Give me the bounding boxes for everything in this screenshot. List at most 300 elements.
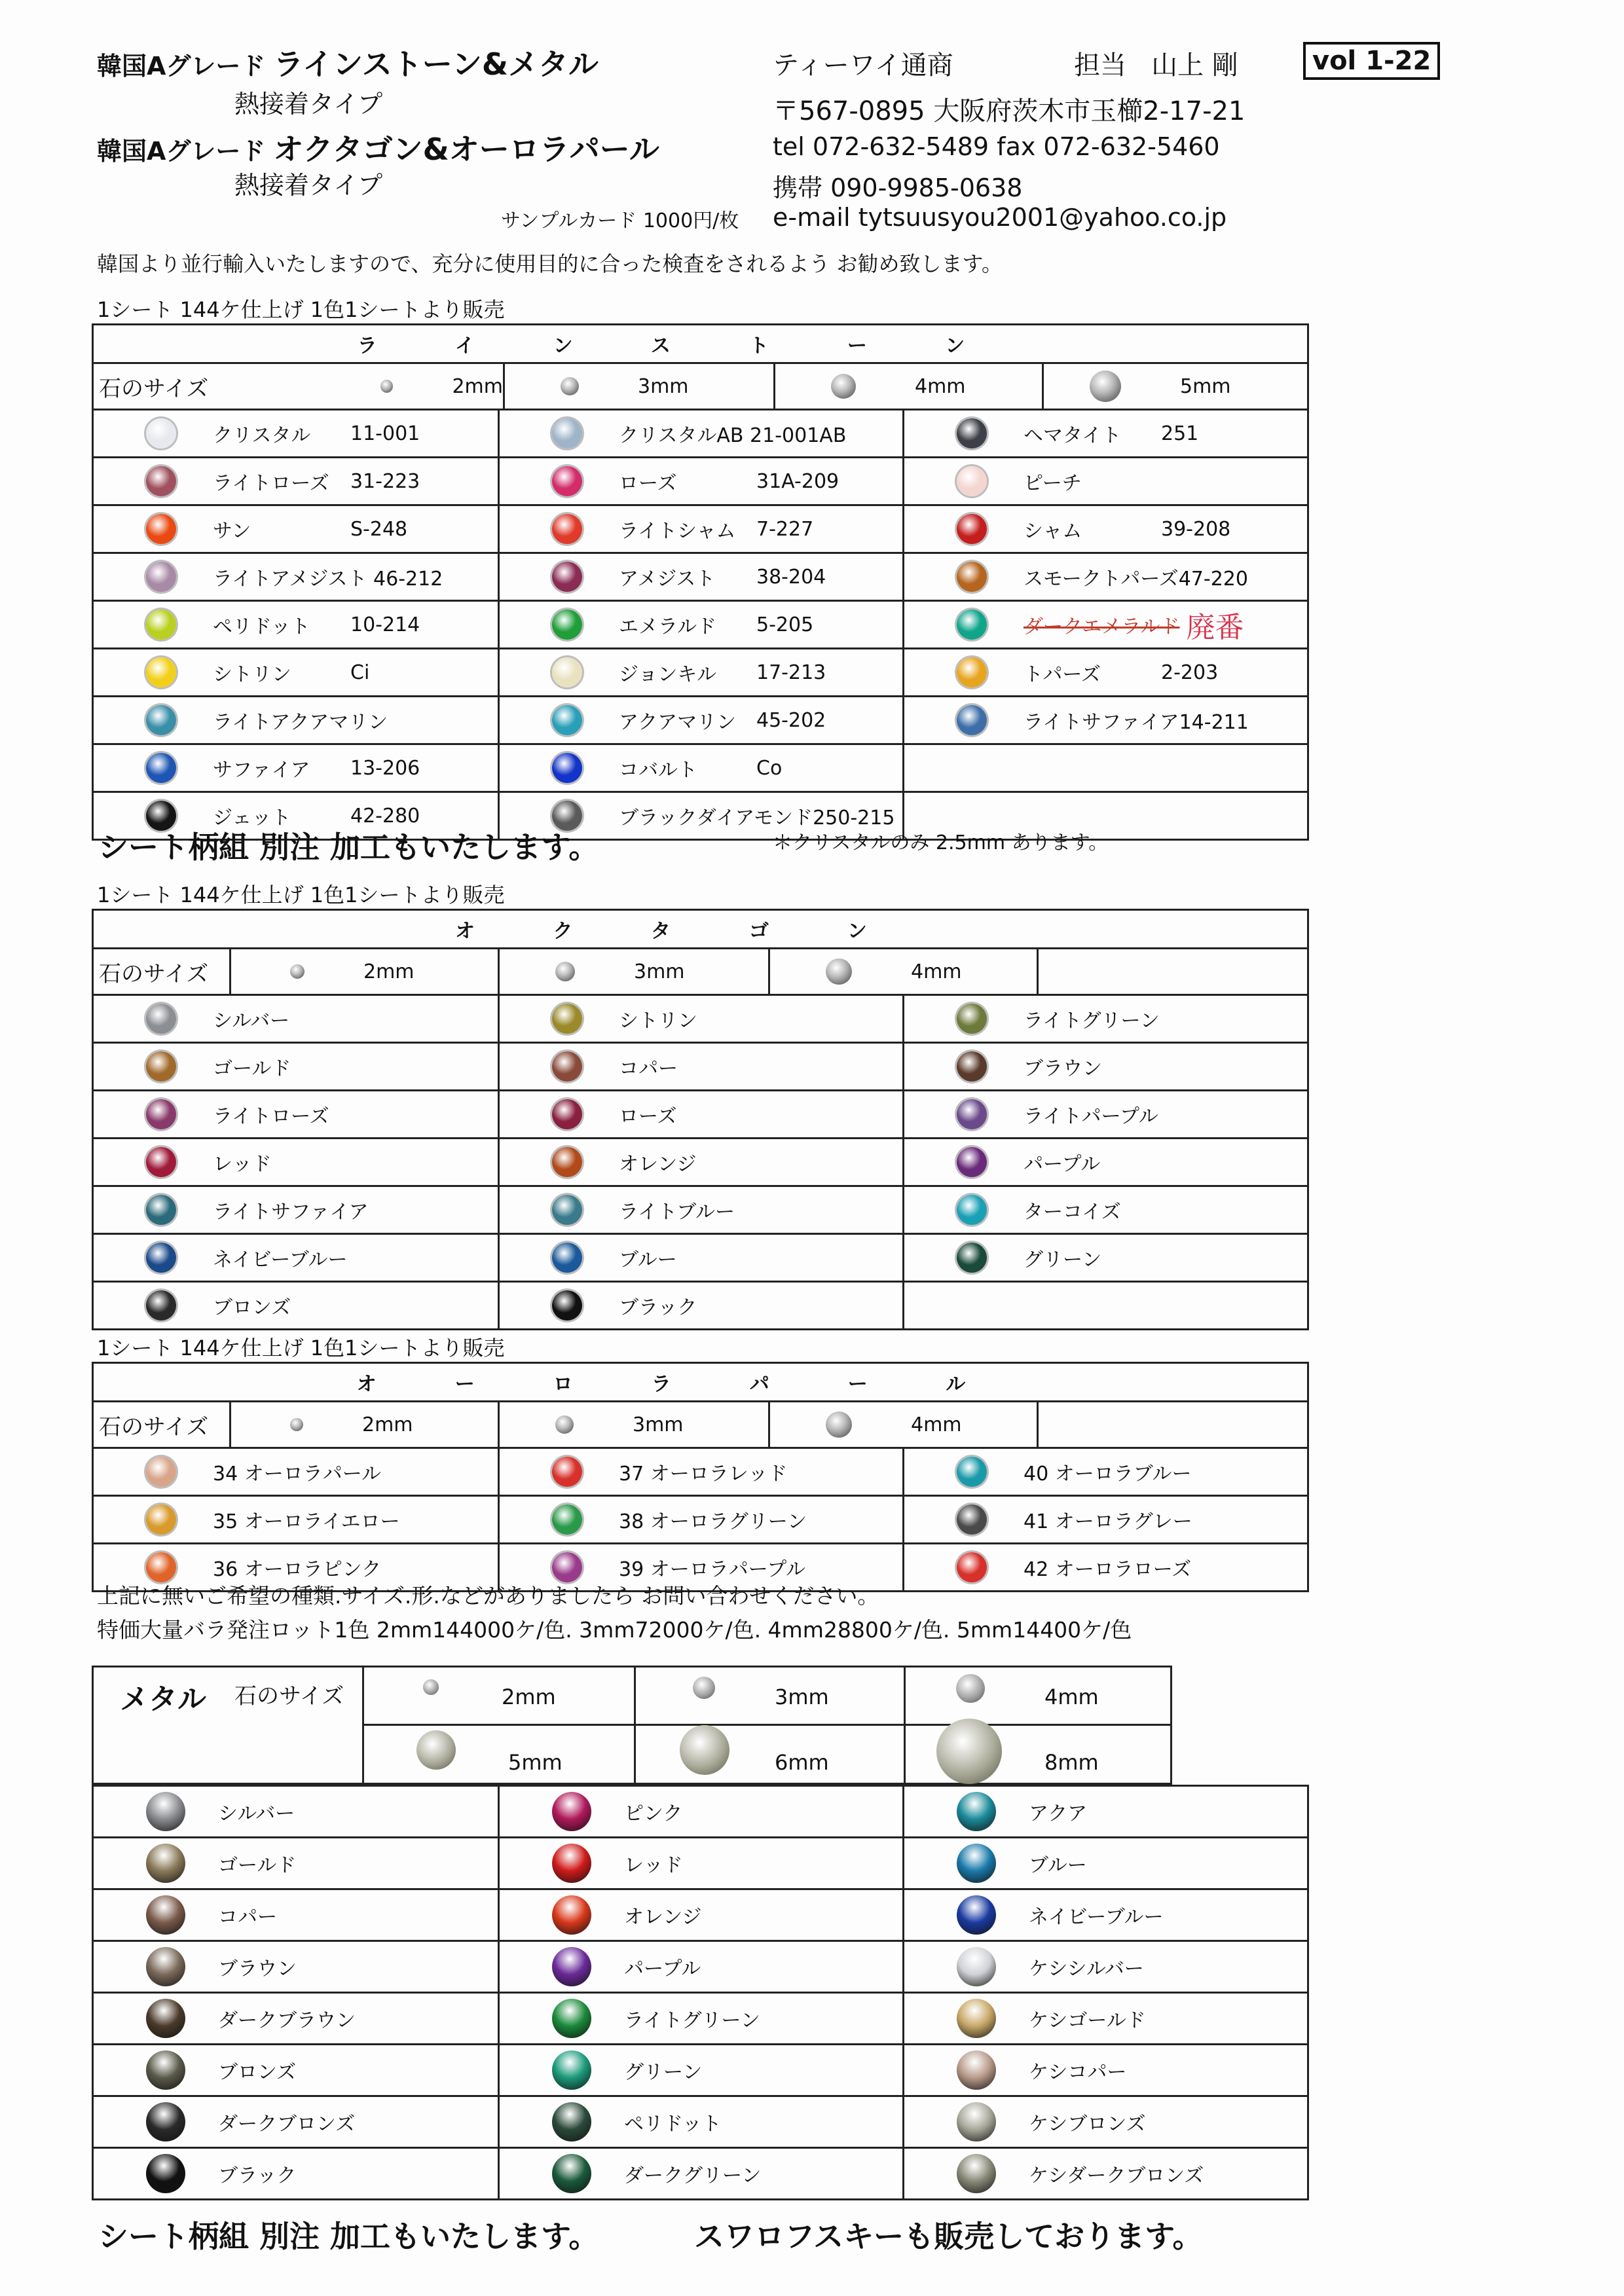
metal-swatch-icon [146, 2050, 185, 2090]
rhinestone-name: アクアマリン [619, 711, 737, 734]
octagon-swatch-icon [146, 1290, 176, 1321]
header-line1 [97, 41, 599, 84]
rhinestone-name: クリスタルAB 21-001AB [619, 424, 847, 447]
metal-swatch-icon [146, 1844, 185, 1883]
metal-name: ピンク [624, 1802, 683, 1825]
rhinestone-name: トパーズ [1024, 663, 1101, 686]
tel-fax: tel 072-632-5489 fax 072-632-5460 [773, 132, 1220, 161]
octagon-name: ライトサファイア [213, 1201, 369, 1224]
rhinestone-cell [93, 458, 499, 505]
metal-name: ネイビーブルー [1029, 1906, 1164, 1929]
metal-swatch-icon [957, 1947, 996, 1986]
rhinestone-code: 31-223 [350, 469, 420, 493]
octagon-cell [904, 1282, 1308, 1330]
metal-swatch-icon [552, 1792, 591, 1831]
rhinestone-swatch-icon [552, 418, 582, 448]
octagon-title: オクタゴン [93, 910, 1308, 949]
aurora-name: 35 オーロライエロー [213, 1510, 400, 1533]
rhinestone-name: ジョンキル [619, 663, 717, 686]
octagon-cell [499, 1186, 904, 1234]
inquiry-note: 上記に無いご希望の種類.サイズ.形.などがありましたら お問い合わせください。 [97, 1583, 879, 1609]
metal-cell [904, 1786, 1308, 1838]
metal-cell [904, 2148, 1308, 2200]
rhinestone-name: ペリドット [213, 615, 310, 638]
octagon-cell [499, 1234, 904, 1282]
octagon-cell [499, 1282, 904, 1330]
metal-swatch-icon [146, 1792, 185, 1831]
octagon-name: ライトブルー [619, 1201, 735, 1224]
rhinestone-cell [499, 601, 904, 649]
rhinestone-code: 31A-209 [756, 469, 840, 493]
metal-swatch-icon [146, 1895, 185, 1935]
octagon-cell [904, 1043, 1308, 1091]
rhinestone-swatch-icon [146, 610, 176, 640]
product-title-1: ラインストーン&メタル [273, 46, 599, 82]
metal-swatch-icon [957, 1999, 996, 2038]
oct-size-3mm: 3mm [500, 949, 770, 994]
aurora-swatch-icon [957, 1504, 987, 1535]
octagon-swatch-icon [957, 1147, 987, 1177]
product-title-2: オクタゴン&オーロラパール [273, 132, 659, 167]
rhinestone-swatch-icon [957, 514, 987, 544]
metal-name: アクア [1029, 1802, 1088, 1825]
octagon-cell [499, 1091, 904, 1139]
size-4mm: 4mm [775, 364, 1044, 409]
aurora-cell [499, 1496, 904, 1544]
octagon-name: ライトグリーン [1024, 1010, 1160, 1032]
aurora-row [93, 1448, 1308, 1496]
aurora-cell [904, 1496, 1308, 1544]
rhinestone-cell [499, 697, 904, 744]
rhinestone-row [93, 410, 1308, 458]
rhinestone-swatch-icon [552, 562, 582, 592]
rhinestone-cell [904, 744, 1308, 792]
metal-name: ケシゴールド [1029, 2009, 1146, 2032]
metal-name: シルバー [218, 1802, 295, 1825]
rhinestone-cell [499, 505, 904, 553]
rhinestone-cell [904, 697, 1308, 744]
aurora-swatch-icon [552, 1457, 582, 1487]
rhinestone-swatch-icon [957, 657, 987, 687]
octagon-cell [904, 995, 1308, 1043]
metal-name: ダークブロンズ [218, 2113, 356, 2136]
octagon-swatch-icon [552, 1290, 582, 1321]
metal-row [93, 2045, 1308, 2096]
metal-name: ゴールド [218, 1854, 297, 1877]
octagon-cell [904, 1234, 1308, 1282]
octagon-name: シトリン [619, 1010, 697, 1032]
octagon-cell [93, 1139, 499, 1186]
metal-custom-note: シート柄組 別注 加工もいたします。 [98, 2219, 599, 2254]
metal-row [93, 2096, 1308, 2148]
metal-row [93, 1941, 1308, 1993]
octagon-name: ネイビーブルー [213, 1248, 348, 1271]
octagon-cell [499, 1043, 904, 1091]
rhinestone-cell [904, 553, 1308, 601]
metal-cell [499, 1941, 904, 1993]
octagon-swatch-icon [552, 1051, 582, 1082]
rhinestone-name: ブラックダイアモンド250-215 [619, 807, 895, 829]
octagon-name: ライトローズ [213, 1105, 329, 1128]
rhinestone-code: 17-213 [756, 661, 826, 684]
metal-swatch-icon [957, 1895, 996, 1935]
octagon-sale-note: 1シート 144ケ仕上げ 1色1シートより販売 [97, 883, 505, 907]
octagon-name: オレンジ [619, 1153, 697, 1176]
rhinestone-swatch-icon [552, 657, 582, 687]
metal-cell [499, 1838, 904, 1889]
product-type-2: 熱接着タイプ [234, 171, 383, 200]
octagon-swatch-icon [146, 1195, 176, 1225]
rhinestone-name: ライトローズ [213, 472, 329, 495]
octagon-swatch-icon [146, 1243, 176, 1273]
octagon-name: レッド [213, 1153, 272, 1176]
aurora-name: 34 オーロラパール [213, 1463, 382, 1485]
rhinestone-name: シャム [1024, 520, 1082, 543]
octagon-name: グリーン [1024, 1248, 1102, 1271]
octagon-swatch-icon [552, 1195, 582, 1225]
metal-size-8mm: 8mm [904, 1724, 1172, 1783]
rhinestone-row [93, 601, 1308, 649]
aur-size-label: 石のサイズ [94, 1402, 231, 1447]
metal-title: メタル [120, 1683, 206, 1716]
rhinestone-swatch-icon [552, 753, 582, 783]
octagon-name: ブラック [619, 1296, 697, 1319]
rhinestone-custom-note: シート柄組 別注 加工もいたします。 [98, 829, 599, 865]
metal-swatch-icon [957, 2154, 996, 2193]
rhinestone-code: 13-206 [350, 756, 420, 780]
grade-prefix-2: 韓国Aグレード [97, 137, 266, 166]
octagon-swatch-icon [552, 1243, 582, 1273]
metal-header-box [92, 1666, 1172, 1785]
octagon-name: ブルー [619, 1248, 677, 1271]
octagon-name: ターコイズ [1024, 1201, 1121, 1224]
metal-size-2mm: 2mm [364, 1667, 636, 1726]
metal-name: ダークグリーン [624, 2164, 762, 2187]
octagon-name: ゴールド [213, 1057, 291, 1080]
rhinestone-cell [93, 601, 499, 649]
metal-swatch-icon [552, 2102, 591, 2141]
metal-name: ブロンズ [218, 2061, 297, 2084]
metal-swatch-icon [957, 1844, 996, 1883]
octagon-swatch-icon [552, 1099, 582, 1129]
rhinestone-cell [93, 744, 499, 792]
octagon-swatch-icon [552, 1147, 582, 1177]
rhinestone-code: 7-227 [756, 517, 814, 541]
aurora-cell [904, 1448, 1308, 1496]
rhinestone-swatch-icon [552, 705, 582, 735]
metal-swatch-icon [552, 1999, 591, 2038]
aurora-swatch-icon [957, 1552, 987, 1582]
metal-swatch-icon [552, 1947, 591, 1986]
rhinestone-name: ライトサファイア14-211 [1024, 711, 1249, 734]
metal-swatch-icon [957, 2102, 996, 2141]
metal-name: ブルー [1029, 1854, 1087, 1877]
metal-cell [93, 2045, 499, 2096]
octagon-row [93, 1139, 1308, 1186]
size-label: 石のサイズ [99, 375, 209, 402]
company-name: ティーワイ通商 [773, 50, 953, 81]
rhinestone-name: ローズ [619, 472, 677, 495]
rhinestone-cell [93, 649, 499, 697]
oct-size-2mm: 2mm [231, 949, 500, 994]
rhinestone-name: ダークエメラルド [1024, 615, 1180, 638]
rhinestone-swatch-icon [146, 657, 176, 687]
mobile: 携帯 090-9985-0638 [773, 173, 1023, 202]
email-link[interactable]: e-mail tytsuusyou2001@yahoo.co.jp [773, 203, 1227, 232]
rhinestone-table [92, 323, 1309, 841]
size-2mm: 2mm [236, 364, 505, 409]
metal-size-6mm: 6mm [634, 1724, 906, 1783]
grade-prefix: 韓国Aグレード [97, 52, 266, 81]
rhinestone-code: 251 [1161, 422, 1199, 445]
product-type-1: 熱接着タイプ [234, 90, 383, 118]
rhinestone-size-row [93, 363, 1308, 410]
metal-size-label: 石のサイズ [234, 1683, 344, 1709]
metal-cell [499, 2096, 904, 2148]
sample-card-price: サンプルカード 1000円/枚 [501, 210, 739, 232]
metal-name: ケシシルバー [1029, 1958, 1144, 1980]
octagon-swatch-icon [957, 1099, 987, 1129]
rhinestone-cell [499, 458, 904, 505]
rhinestone-swatch-icon [957, 562, 987, 592]
rhinestone-name: ライトシャム [619, 520, 736, 543]
discontinued-mark: 廃番 [1186, 611, 1244, 644]
metal-cell [904, 1889, 1308, 1941]
metal-name: ペリドット [624, 2113, 722, 2136]
octagon-cell [93, 995, 499, 1043]
metal-cell [904, 2096, 1308, 2148]
rhinestone-name: ジェット [213, 807, 291, 829]
metal-cell [499, 1889, 904, 1941]
oct-size-4mm: 4mm [770, 949, 1039, 994]
metal-swatch-icon [552, 2050, 591, 2090]
metal-name: パープル [624, 1958, 701, 1980]
rhinestone-cell [93, 697, 499, 744]
metal-row [93, 1786, 1308, 1838]
octagon-cell [904, 1091, 1308, 1139]
rhinestone-swatch-icon [957, 418, 987, 448]
octagon-swatch-icon [146, 1004, 176, 1034]
aurora-cell [904, 1544, 1308, 1592]
rhinestone-row [93, 649, 1308, 697]
rhinestone-cell [499, 744, 904, 792]
metal-cell [499, 2148, 904, 2200]
octagon-cell [904, 1186, 1308, 1234]
metal-cell [93, 2148, 499, 2200]
octagon-row [93, 1091, 1308, 1139]
octagon-cell [93, 1091, 499, 1139]
import-notice: 韓国より並行輸入いたしますので、充分に使用目的に合った検査をされるよう お勧め致します。 [97, 251, 1003, 276]
rhinestone-swatch-icon [552, 610, 582, 640]
aurora-cell [93, 1448, 499, 1496]
metal-name: ケシブロンズ [1029, 2113, 1146, 2136]
rhinestone-name: ピーチ [1024, 472, 1082, 495]
octagon-size-row [93, 949, 1308, 995]
rhinestone-cell [93, 410, 499, 458]
bulk-order-note: 特価大量バラ発注ロット1色 2mm144000ケ/色. 3mm72000ケ/色. 4mm28800ケ/色. 5mm14400ケ/色 [97, 1617, 1132, 1643]
octagon-row [93, 1043, 1308, 1091]
metal-size-4mm: 4mm [904, 1667, 1172, 1726]
rhinestone-cell [904, 458, 1308, 505]
metal-cell [904, 1941, 1308, 1993]
rhinestone-cell [904, 410, 1308, 458]
rhinestone-code: Co [756, 756, 783, 780]
crystal-size-note: ＊クリスタルのみ 2.5mm あります。 [773, 831, 1109, 854]
metal-swatch-icon [146, 1947, 185, 1986]
rhinestone-cell [93, 505, 499, 553]
rhinestone-code: 38-204 [756, 565, 826, 589]
octagon-swatch-icon [552, 1004, 582, 1034]
rhinestone-code: 42-280 [350, 804, 420, 828]
rhinestone-name: サン [213, 520, 251, 543]
rhinestone-row [93, 553, 1308, 601]
aurora-sale-note: 1シート 144ケ仕上げ 1色1シートより販売 [97, 1336, 505, 1360]
metal-cell [904, 1838, 1308, 1889]
aurora-name: 38 オーロラグリーン [619, 1510, 807, 1533]
aurora-cell [499, 1448, 904, 1496]
rhinestone-swatch-icon [957, 610, 987, 640]
metal-size-3mm: 3mm [634, 1667, 906, 1726]
swarovski-note: スワロフスキーも販売しております。 [694, 2219, 1203, 2254]
octagon-cell [499, 995, 904, 1043]
octagon-swatch-icon [957, 1195, 987, 1225]
octagon-row [93, 1186, 1308, 1234]
metal-name: オレンジ [624, 1906, 702, 1929]
rhinestone-name: サファイア [213, 759, 310, 782]
metal-cell [499, 1993, 904, 2045]
metal-size-5mm: 5mm [364, 1724, 636, 1783]
rhinestone-name: エメラルド [619, 615, 717, 638]
metal-row [93, 1889, 1308, 1941]
metal-cell [93, 1786, 499, 1838]
aur-size-3mm: 3mm [500, 1402, 770, 1447]
aur-size-2mm: 2mm [231, 1402, 500, 1447]
size-5mm: 5mm [1044, 364, 1307, 409]
rhinestone-code: Ci [350, 661, 370, 684]
metal-cell [93, 1838, 499, 1889]
aurora-swatch-icon [552, 1504, 582, 1535]
octagon-name: パープル [1024, 1153, 1101, 1176]
octagon-cell [904, 1139, 1308, 1186]
metal-cell [93, 2096, 499, 2148]
rhinestone-code: 10-214 [350, 613, 420, 636]
metal-size-grid [362, 1667, 1176, 1783]
octagon-swatch-icon [146, 1051, 176, 1082]
rhinestone-swatch-icon [146, 753, 176, 783]
metal-swatch-icon [957, 2050, 996, 2090]
octagon-name: ローズ [619, 1105, 677, 1128]
metal-cell [904, 2045, 1308, 2096]
rhinestone-code: 5-205 [756, 613, 814, 636]
metal-cell [93, 1941, 499, 1993]
metal-name: ブラック [218, 2164, 297, 2187]
rhinestone-code: S-248 [350, 517, 408, 541]
metal-name: コパー [218, 1906, 277, 1929]
contact-person [1074, 45, 1238, 82]
rhinestone-title: ラインストーン [93, 325, 1308, 363]
rhinestone-cell [93, 553, 499, 601]
rhinestone-cell [499, 553, 904, 601]
aurora-swatch-icon [146, 1504, 176, 1535]
octagon-cell [93, 1043, 499, 1091]
rhinestone-code: 39-208 [1161, 517, 1231, 541]
octagon-name: ライトパープル [1024, 1105, 1158, 1128]
aurora-name: 40 オーロラブルー [1024, 1463, 1192, 1485]
octagon-row [93, 995, 1308, 1043]
metal-row [93, 2148, 1308, 2200]
metal-cell [904, 1993, 1308, 2045]
metal-name: グリーン [624, 2061, 703, 2084]
metal-row [93, 1993, 1308, 2045]
rhinestone-code: 45-202 [756, 708, 826, 732]
octagon-name: シルバー [213, 1010, 290, 1032]
aurora-name: 41 オーロラグレー [1024, 1510, 1192, 1533]
aurora-swatch-icon [146, 1552, 176, 1582]
aurora-name: 39 オーロラパープル [619, 1558, 806, 1581]
rhinestone-swatch-icon [957, 466, 987, 496]
metal-swatch-icon [957, 1792, 996, 1831]
rhinestone-cell [904, 649, 1308, 697]
metal-name: ケシダークブロンズ [1029, 2164, 1204, 2187]
header-line2 [97, 126, 659, 169]
rhinestone-name: ヘマタイト [1024, 424, 1122, 447]
aurora-swatch-icon [957, 1457, 987, 1487]
rhinestone-swatch-icon [146, 562, 176, 592]
rhinestone-name: スモークトパーズ47-220 [1024, 568, 1248, 591]
octagon-row [93, 1282, 1308, 1330]
metal-table [92, 1785, 1309, 2200]
octagon-cell [93, 1186, 499, 1234]
rhinestone-code: 2-203 [1161, 661, 1219, 684]
rhinestone-name: ライトアクアマリン [213, 711, 388, 734]
octagon-swatch-icon [146, 1147, 176, 1177]
octagon-cell [93, 1234, 499, 1282]
contact-label: 担当 [1074, 50, 1126, 81]
metal-name: ライトグリーン [624, 2009, 760, 2032]
metal-swatch-icon [146, 1999, 185, 2038]
metal-swatch-icon [146, 2154, 185, 2193]
aurora-swatch-icon [552, 1552, 582, 1582]
rhinestone-row [93, 697, 1308, 744]
rhinestone-code: 11-001 [350, 422, 420, 445]
rhinestone-swatch-icon [552, 466, 582, 496]
rhinestone-name: ライトアメジスト 46-212 [213, 568, 443, 591]
metal-name: ケシコパー [1029, 2061, 1127, 2084]
metal-row [93, 1838, 1308, 1889]
aurora-name: 37 オーロラレッド [619, 1463, 788, 1485]
rhinestone-swatch-icon [552, 514, 582, 544]
rhinestone-row [93, 505, 1308, 553]
rhinestone-swatch-icon [146, 514, 176, 544]
octagon-swatch-icon [957, 1243, 987, 1273]
rhinestone-cell [499, 410, 904, 458]
octagon-cell [499, 1139, 904, 1186]
rhinestone-name: コバルト [619, 759, 697, 782]
contact-name: 山上 剛 [1151, 50, 1238, 81]
metal-cell [93, 1993, 499, 2045]
rhinestone-swatch-icon [146, 466, 176, 496]
volume-badge: vol 1-22 [1303, 42, 1440, 80]
metal-swatch-icon [146, 2102, 185, 2141]
octagon-swatch-icon [146, 1099, 176, 1129]
octagon-table [92, 909, 1309, 1330]
octagon-swatch-icon [957, 1004, 987, 1034]
metal-swatch-icon [552, 1844, 591, 1883]
aurora-cell [93, 1496, 499, 1544]
rhinestone-row [93, 458, 1308, 505]
aurora-table [92, 1362, 1309, 1592]
octagon-name: コパー [619, 1057, 678, 1080]
